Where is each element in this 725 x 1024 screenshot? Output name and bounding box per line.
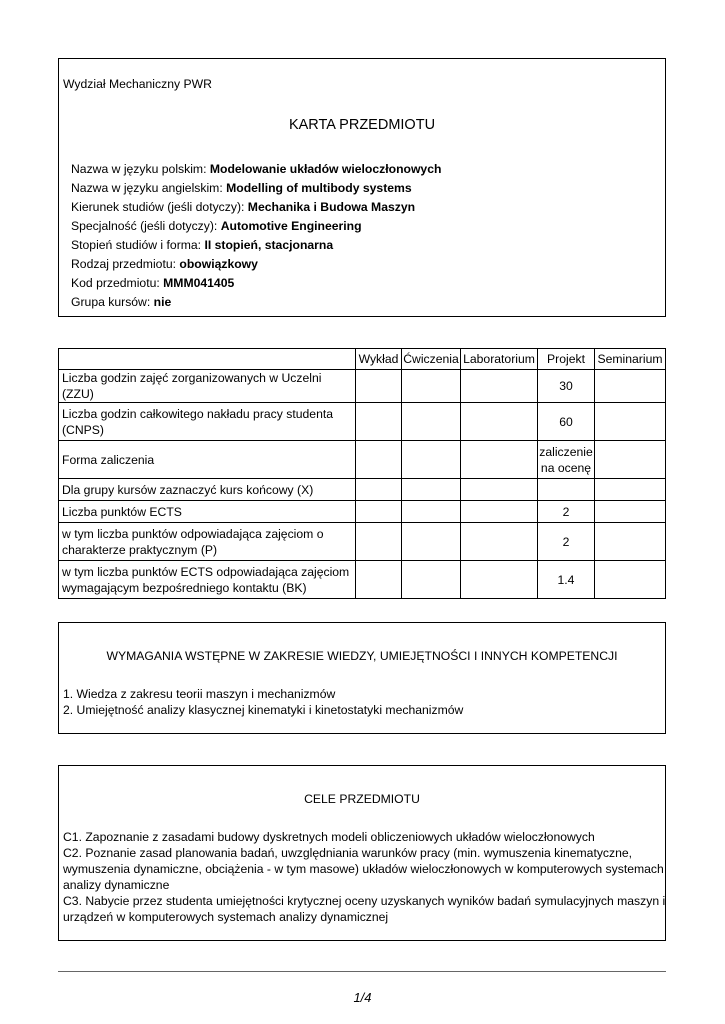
- row-label: w tym liczba punktów odpowiadająca zajęciom o charakterze praktycznym (P): [59, 523, 356, 561]
- requirements-title: WYMAGANIA WSTĘPNE W ZAKRESIE WIEDZY, UMIEJĘTNOŚCI I INNYCH KOMPETENCJI: [106, 649, 618, 663]
- row-label: w tym liczba punktów ECTS odpowiadająca zajęciom wymagającym bezpośredniego kontaktu (BK): [59, 561, 356, 599]
- page-number: 1/4: [353, 990, 372, 1005]
- row-label: Forma zaliczenia: [59, 441, 356, 479]
- header-cell-empty: [59, 349, 356, 370]
- table-row: [59, 403, 666, 441]
- goal-line: C1. Zapoznanie z zasadami budowy dyskretnych modeli obliczeniowych układów wieloczłonowych: [63, 830, 595, 844]
- goal-line: wymuszenia dynamiczne, obciążenia - w tym masowe) układów wieloczłonowych w komputerowych systemach: [63, 862, 664, 876]
- row-label: Liczba godzin całkowitego nakładu pracy studenta (CNPS): [59, 403, 356, 441]
- header-lecture: Wykład: [356, 349, 402, 370]
- project-value: 2: [538, 523, 595, 561]
- footer-divider: [58, 971, 666, 972]
- table-row: [59, 523, 666, 561]
- field-direction: Kierunek studiów (jeśli dotyczy): Mechanika i Budowa Maszyn: [71, 200, 416, 214]
- project-value: 1.4: [538, 561, 595, 599]
- header-laboratory: Laboratorium: [461, 349, 538, 370]
- project-value: [538, 479, 595, 501]
- course-header-box: [58, 58, 666, 317]
- document-title: KARTA PRZEDMIOTU: [288, 117, 436, 133]
- header-seminar: Seminarium: [595, 349, 666, 370]
- faculty-name: Wydział Mechaniczny PWR: [63, 77, 212, 91]
- field-type: Rodzaj przedmiotu: obowiązkowy: [71, 257, 258, 271]
- table-row: [59, 501, 666, 523]
- goals-box: [58, 765, 666, 941]
- project-value: 60: [538, 403, 595, 441]
- table-row: [59, 479, 666, 501]
- hours-table: [58, 348, 666, 599]
- field-group: Grupa kursów: nie: [71, 295, 172, 309]
- goals-title: CELE PRZEDMIOTU: [304, 792, 420, 806]
- field-specialty: Specjalność (jeśli dotyczy): Automotive Engineering: [71, 219, 362, 233]
- field-name-pl: Nazwa w języku polskim: Modelowanie układów wieloczłonowych: [71, 162, 442, 176]
- table-row: [59, 441, 666, 479]
- field-name-en: Nazwa w języku angielskim: Modelling of multibody systems: [71, 181, 412, 195]
- field-code: Kod przedmiotu: MMM041405: [71, 276, 235, 290]
- row-label: Liczba godzin zajęć zorganizowanych w Uczelni (ZZU): [59, 370, 356, 403]
- field-degree: Stopień studiów i forma: II stopień, stacjonarna: [71, 238, 334, 252]
- goal-line: C3. Nabycie przez studenta umiejętności krytycznej oceny uzyskanych wyników badań symulacyjnych maszyn i: [63, 894, 666, 908]
- requirement-item: 2. Umiejętność analizy klasycznej kinematyki i kinetostatyki mechanizmów: [63, 703, 464, 717]
- table-row: [59, 561, 666, 599]
- table-row: [59, 370, 666, 403]
- header-project: Projekt: [538, 349, 595, 370]
- header-exercises: Ćwiczenia: [402, 349, 461, 370]
- goal-line: analizy dynamiczne: [63, 878, 170, 892]
- table-header-row: [59, 349, 666, 370]
- project-value: zaliczenie na ocenę: [538, 441, 595, 479]
- row-label: Liczba punktów ECTS: [59, 501, 356, 523]
- project-value: 30: [538, 370, 595, 403]
- requirement-item: 1. Wiedza z zakresu teorii maszyn i mechanizmów: [63, 687, 336, 701]
- requirements-box: [58, 622, 666, 734]
- goal-line: C2. Poznanie zasad planowania badań, uwzględniania warunków pracy (min. wymuszenia kinematyczne,: [63, 846, 633, 860]
- project-value: 2: [538, 501, 595, 523]
- row-label: Dla grupy kursów zaznaczyć kurs końcowy (X): [59, 479, 356, 501]
- goal-line: urządzeń w komputerowych systemach analizy dynamicznej: [63, 910, 389, 924]
